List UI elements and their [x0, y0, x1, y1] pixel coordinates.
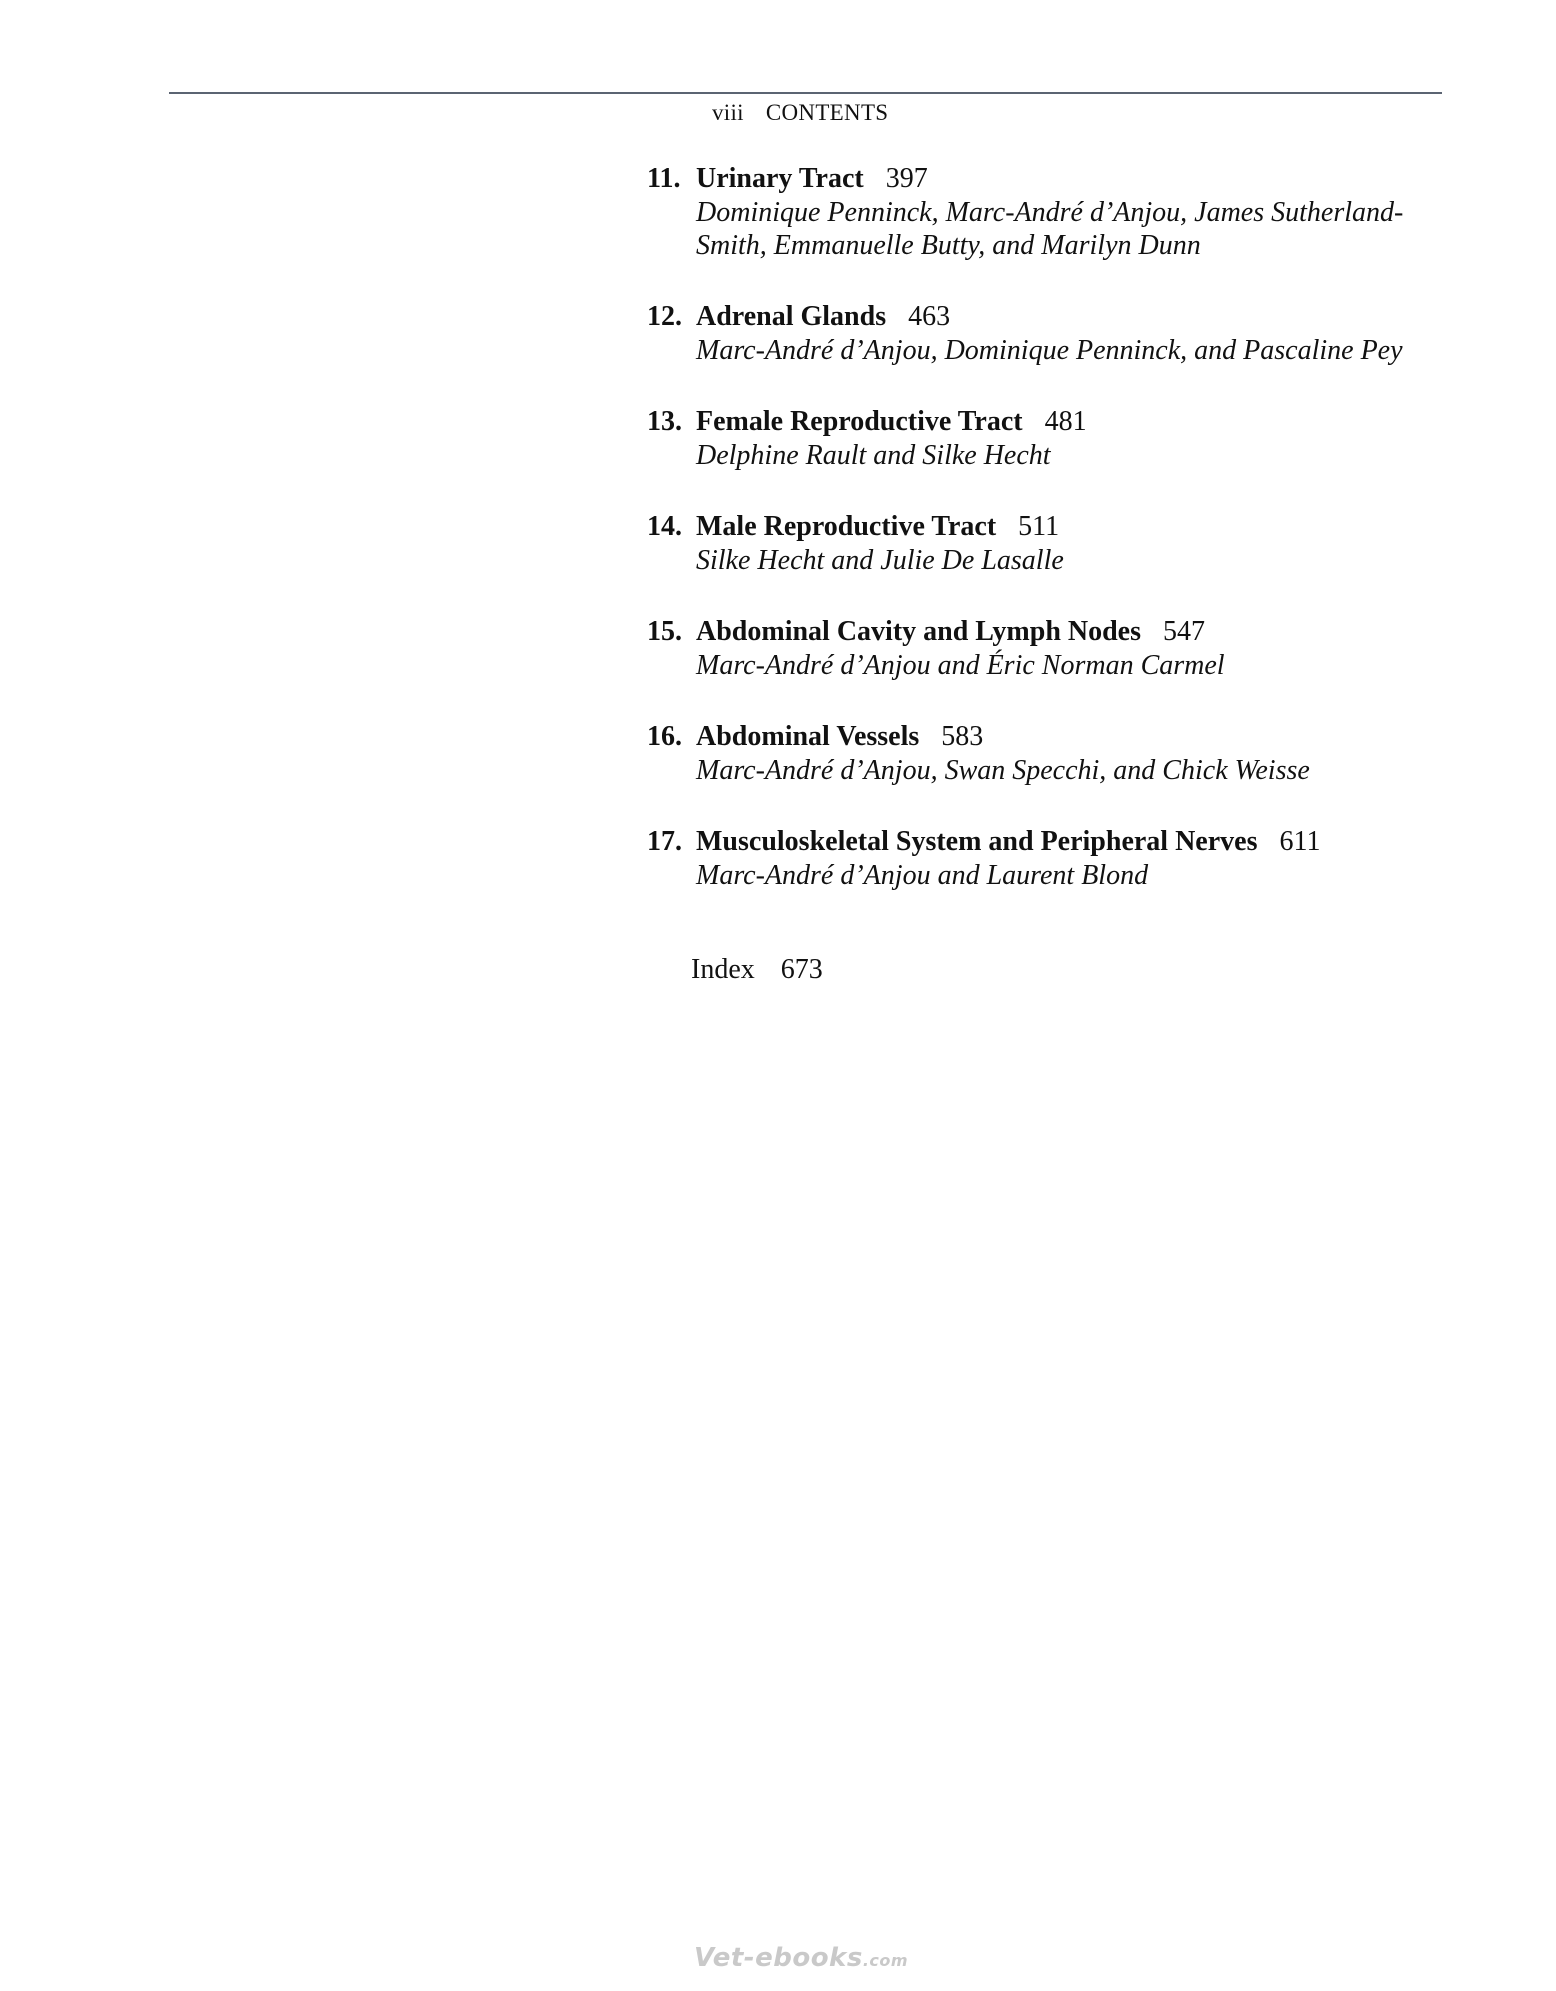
running-head — [712, 100, 888, 126]
chapter-authors — [696, 196, 1426, 262]
chapter-number: 14. — [647, 511, 682, 542]
chapter-page: 463 — [908, 301, 951, 332]
chapter-authors — [696, 754, 1426, 787]
chapter-number: 16. — [647, 721, 682, 752]
chapter-authors — [696, 649, 1426, 682]
chapter-page: 511 — [1018, 511, 1060, 542]
toc-index-entry[interactable] — [691, 954, 823, 986]
chapter-title[interactable]: Musculoskeletal System and Peripheral Nerves — [696, 826, 1258, 857]
toc-entry-16[interactable] — [647, 720, 1447, 787]
watermark-main: Vet-ebooks — [694, 1943, 863, 1973]
table-of-contents — [647, 162, 1447, 930]
watermark-suffix: .com — [862, 1951, 909, 1970]
chapter-page: 583 — [941, 721, 984, 752]
chapter-authors-line: Delphine Rault and Silke Hecht — [696, 440, 1051, 471]
chapter-number: 13. — [647, 406, 682, 437]
chapter-title-line — [696, 825, 1447, 859]
chapter-authors-line: Marc-André d’Anjou, Dominique Penninck, and Pascaline Pey — [696, 335, 1403, 366]
chapter-authors-line: Dominique Penninck, Marc-André d’Anjou, James Sutherland- — [696, 197, 1404, 228]
running-head-section: CONTENTS — [765, 100, 889, 125]
chapter-number: 12. — [647, 301, 682, 332]
chapter-authors-line: Silke Hecht and Julie De Lasalle — [696, 545, 1064, 576]
chapter-page: 397 — [885, 163, 928, 194]
chapter-authors — [696, 334, 1426, 367]
chapter-authors — [696, 859, 1426, 892]
chapter-title[interactable]: Male Reproductive Tract — [696, 511, 997, 542]
chapter-title[interactable]: Abdominal Vessels — [696, 721, 920, 752]
chapter-authors-line: Marc-André d’Anjou and Laurent Blond — [696, 860, 1149, 891]
watermark-logo — [694, 1943, 908, 1973]
header-rule — [169, 92, 1442, 94]
toc-entry-17[interactable] — [647, 825, 1447, 892]
chapter-authors — [696, 544, 1426, 577]
chapter-authors-line: Marc-André d’Anjou and Éric Norman Carmel — [696, 650, 1225, 681]
chapter-title[interactable]: Urinary Tract — [696, 163, 864, 194]
index-page: 673 — [780, 954, 823, 985]
chapter-title-line — [696, 300, 1447, 334]
toc-entry-11[interactable] — [647, 162, 1447, 262]
chapter-title-line — [696, 162, 1447, 196]
chapter-title-line — [696, 615, 1447, 649]
toc-entry-15[interactable] — [647, 615, 1447, 682]
chapter-number: 11. — [647, 163, 681, 194]
chapter-number: 17. — [647, 826, 682, 857]
running-head-page-number: viii — [712, 100, 744, 125]
chapter-page: 611 — [1279, 826, 1321, 857]
chapter-page: 547 — [1163, 616, 1206, 647]
chapter-page: 481 — [1044, 406, 1087, 437]
chapter-authors-line: Smith, Emmanuelle Butty, and Marilyn Dunn — [696, 230, 1201, 261]
chapter-authors-line: Marc-André d’Anjou, Swan Specchi, and Chick Weisse — [696, 755, 1310, 786]
chapter-title-line — [696, 720, 1447, 754]
toc-entry-12[interactable] — [647, 300, 1447, 367]
index-label: Index — [691, 954, 755, 985]
chapter-authors — [696, 439, 1426, 472]
chapter-title-line — [696, 405, 1447, 439]
toc-entry-13[interactable] — [647, 405, 1447, 472]
chapter-title[interactable]: Female Reproductive Tract — [696, 406, 1023, 437]
chapter-title-line — [696, 510, 1447, 544]
chapter-title[interactable]: Abdominal Cavity and Lymph Nodes — [696, 616, 1142, 647]
chapter-title[interactable]: Adrenal Glands — [696, 301, 887, 332]
toc-entry-14[interactable] — [647, 510, 1447, 577]
chapter-number: 15. — [647, 616, 682, 647]
